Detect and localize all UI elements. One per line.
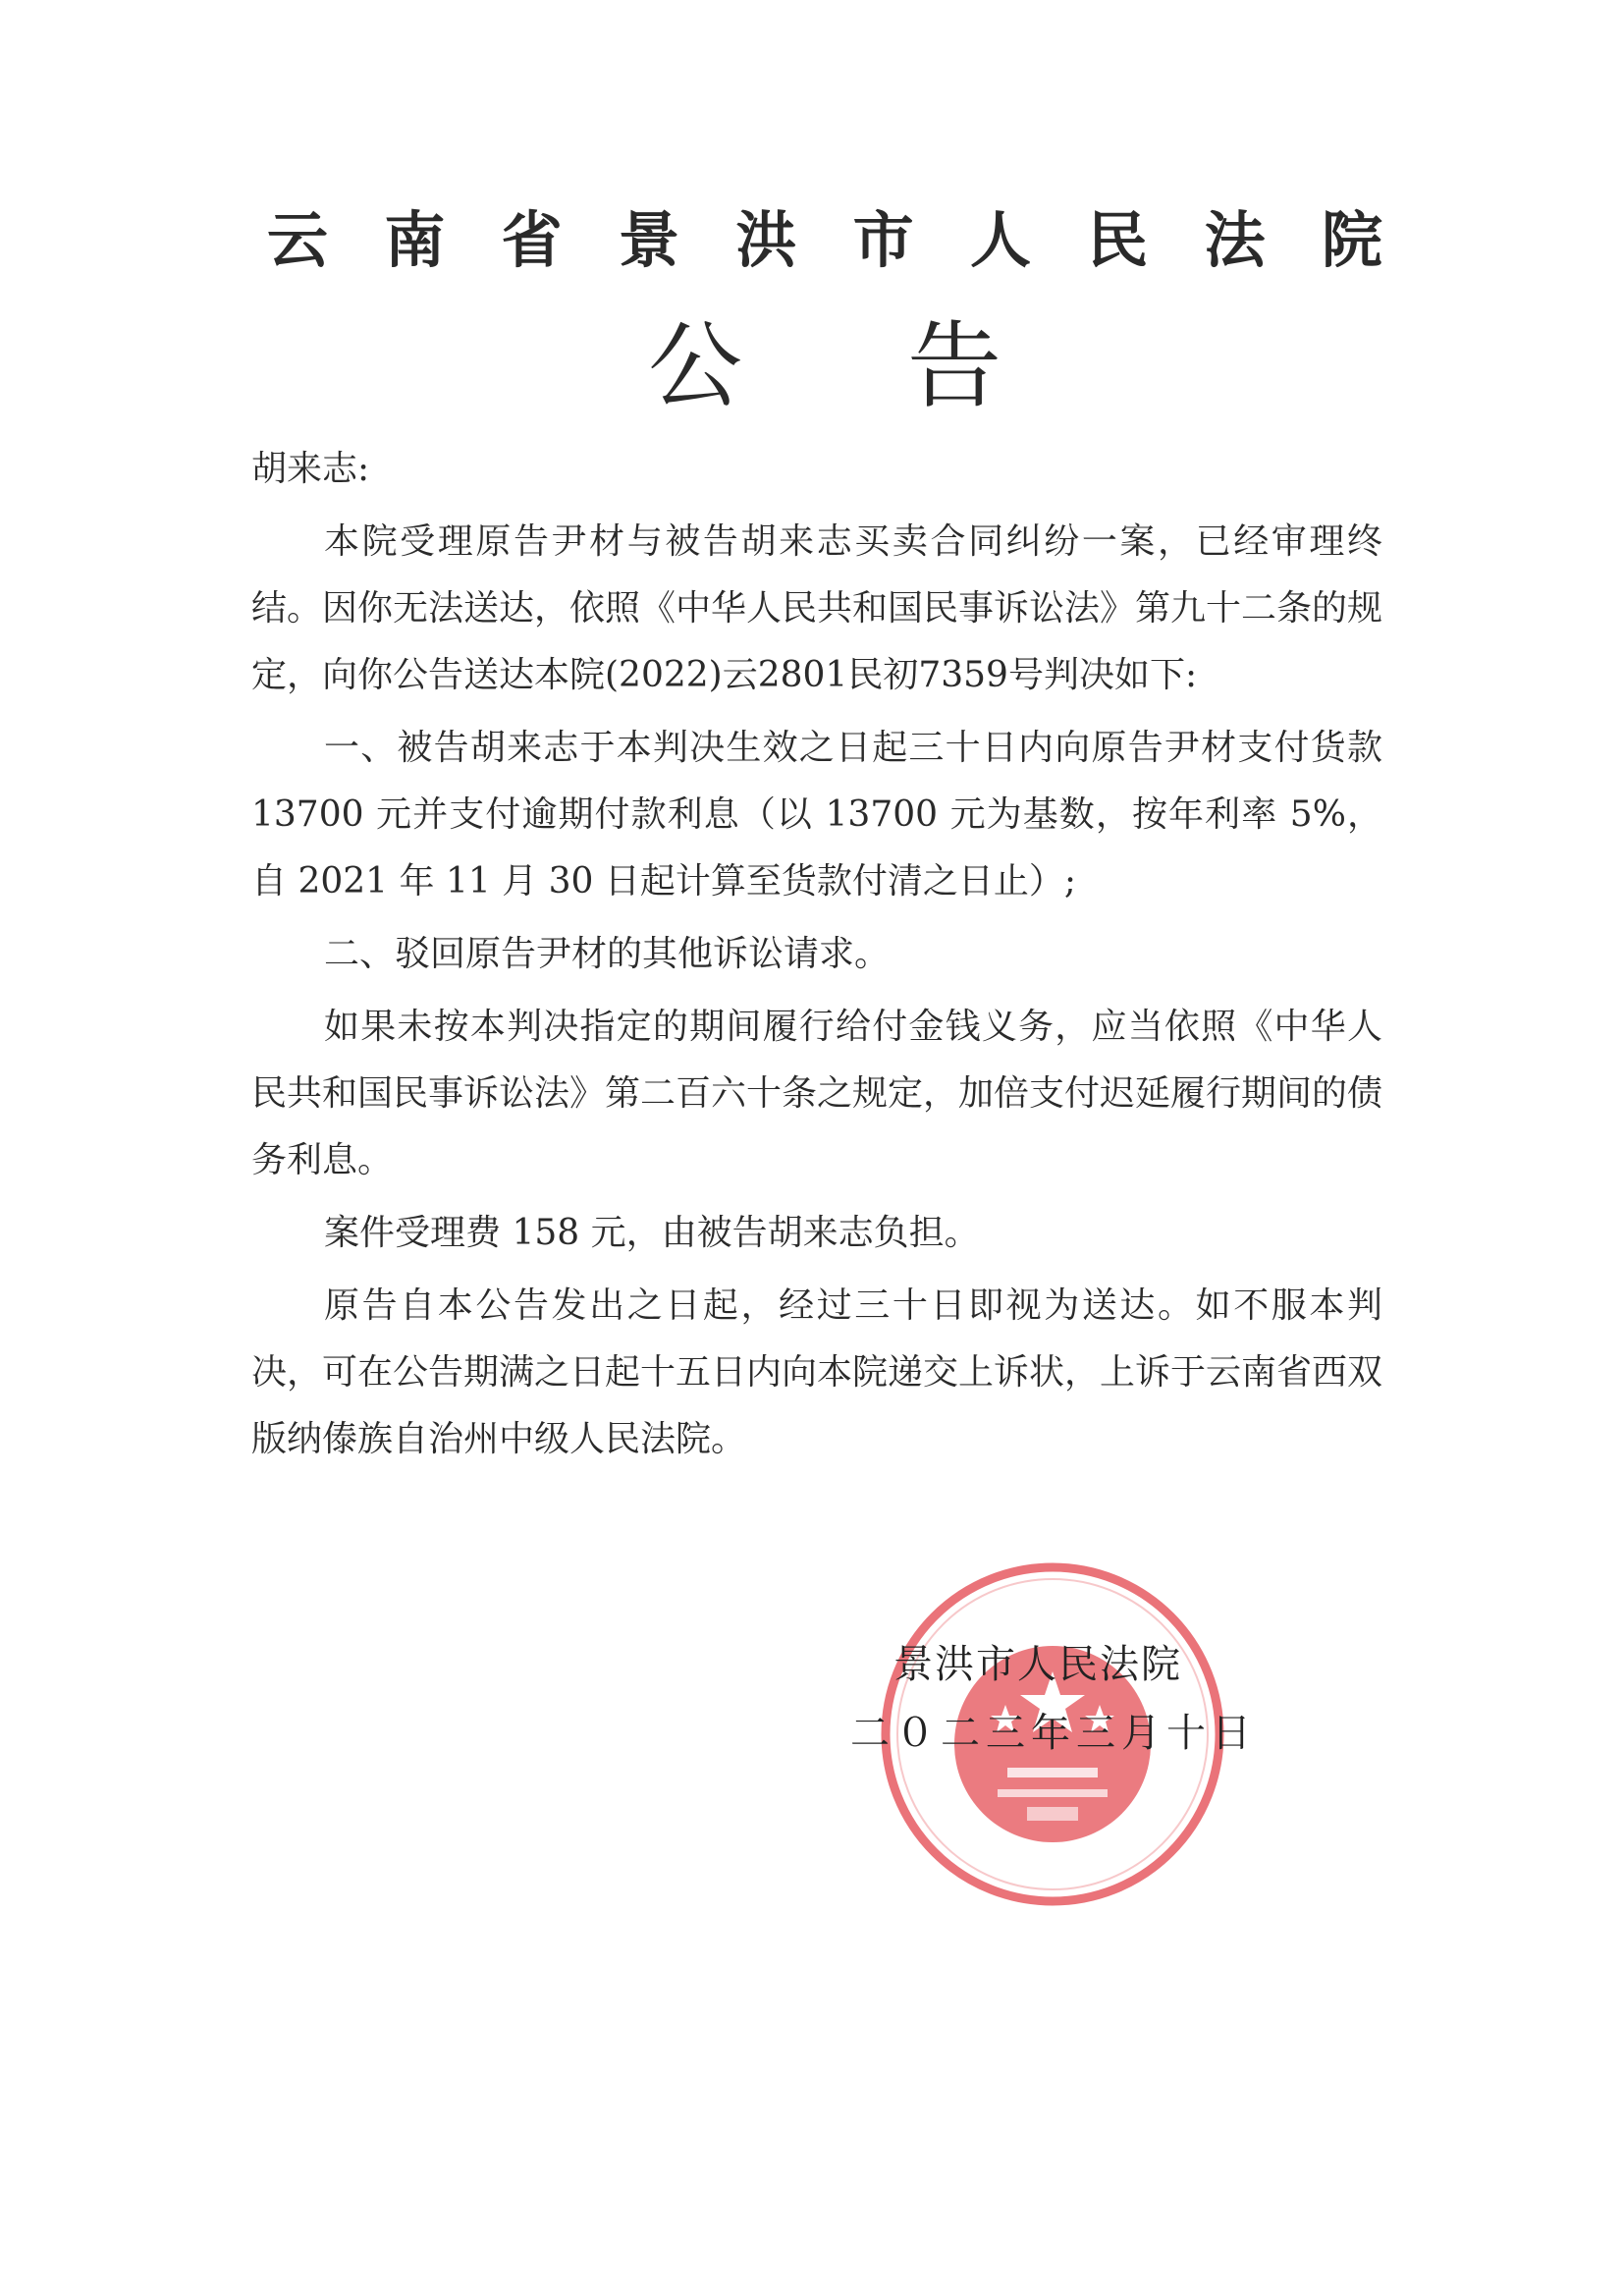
paragraph-late-interest: 如果未按本判决指定的期间履行给付金钱义务，应当依照《中华人民共和国民事诉讼法》第二百六十条之规定，加倍支付迟延履行期间的债务利息。: [251, 1007, 1383, 1180]
paragraph-judgment-item-1: 一、被告胡来志于本判决生效之日起三十日内向原告尹材支付货款 13700 元并支付逾期付款利息（以 13700 元为基数，按年利率 5%，自 2021 年 11 月 30 日起计算至货款付清之日止）;: [251, 728, 1382, 902]
signature-block: [251, 1561, 1382, 1915]
court-name-heading: [267, 201, 1382, 280]
heading-char: 民: [1087, 204, 1149, 276]
heading-char: 省: [501, 204, 563, 276]
heading-char: 市: [852, 204, 914, 276]
signature-date: 二０二三年三月十日: [850, 1711, 1257, 1756]
paragraph-judgment-item-2: 二、驳回原告尹材的其他诉讼请求。: [324, 934, 891, 974]
heading-char: 南: [384, 204, 446, 276]
signature-court: 景洪市人民法院: [893, 1642, 1182, 1687]
heading-char: 洪: [735, 204, 797, 276]
paragraph-case-intro: 本院受理原告尹材与被告胡来志买卖合同纠纷一案，已经审理终结。因你无法送达，依照《中华人民共和国民事诉讼法》第九十二条的规定，向你公告送达本院(2022)云2801民初7359号判决如下:: [251, 521, 1383, 695]
heading-char: 法: [1204, 204, 1266, 276]
heading-char: 人: [969, 204, 1031, 276]
paragraph-service-appeal: 原告自本公告发出之日起，经过三十日即视为送达。如不服本判决，可在公告期满之日起十五日内向本院递交上诉状，上诉于云南省西双版纳傣族自治州中级人民法院。: [251, 1285, 1383, 1459]
document-body: [251, 436, 1382, 1915]
addressee: 胡来志:: [251, 449, 370, 489]
paragraph-court-fee: 案件受理费 158 元，由被告胡来志负担。: [324, 1213, 980, 1253]
document-title: [648, 312, 1001, 420]
title-char: 告: [907, 311, 1001, 421]
title-char: 公: [648, 311, 742, 421]
heading-char: 景: [618, 204, 679, 276]
heading-char: 院: [1321, 204, 1382, 276]
heading-char: 云: [267, 204, 329, 276]
